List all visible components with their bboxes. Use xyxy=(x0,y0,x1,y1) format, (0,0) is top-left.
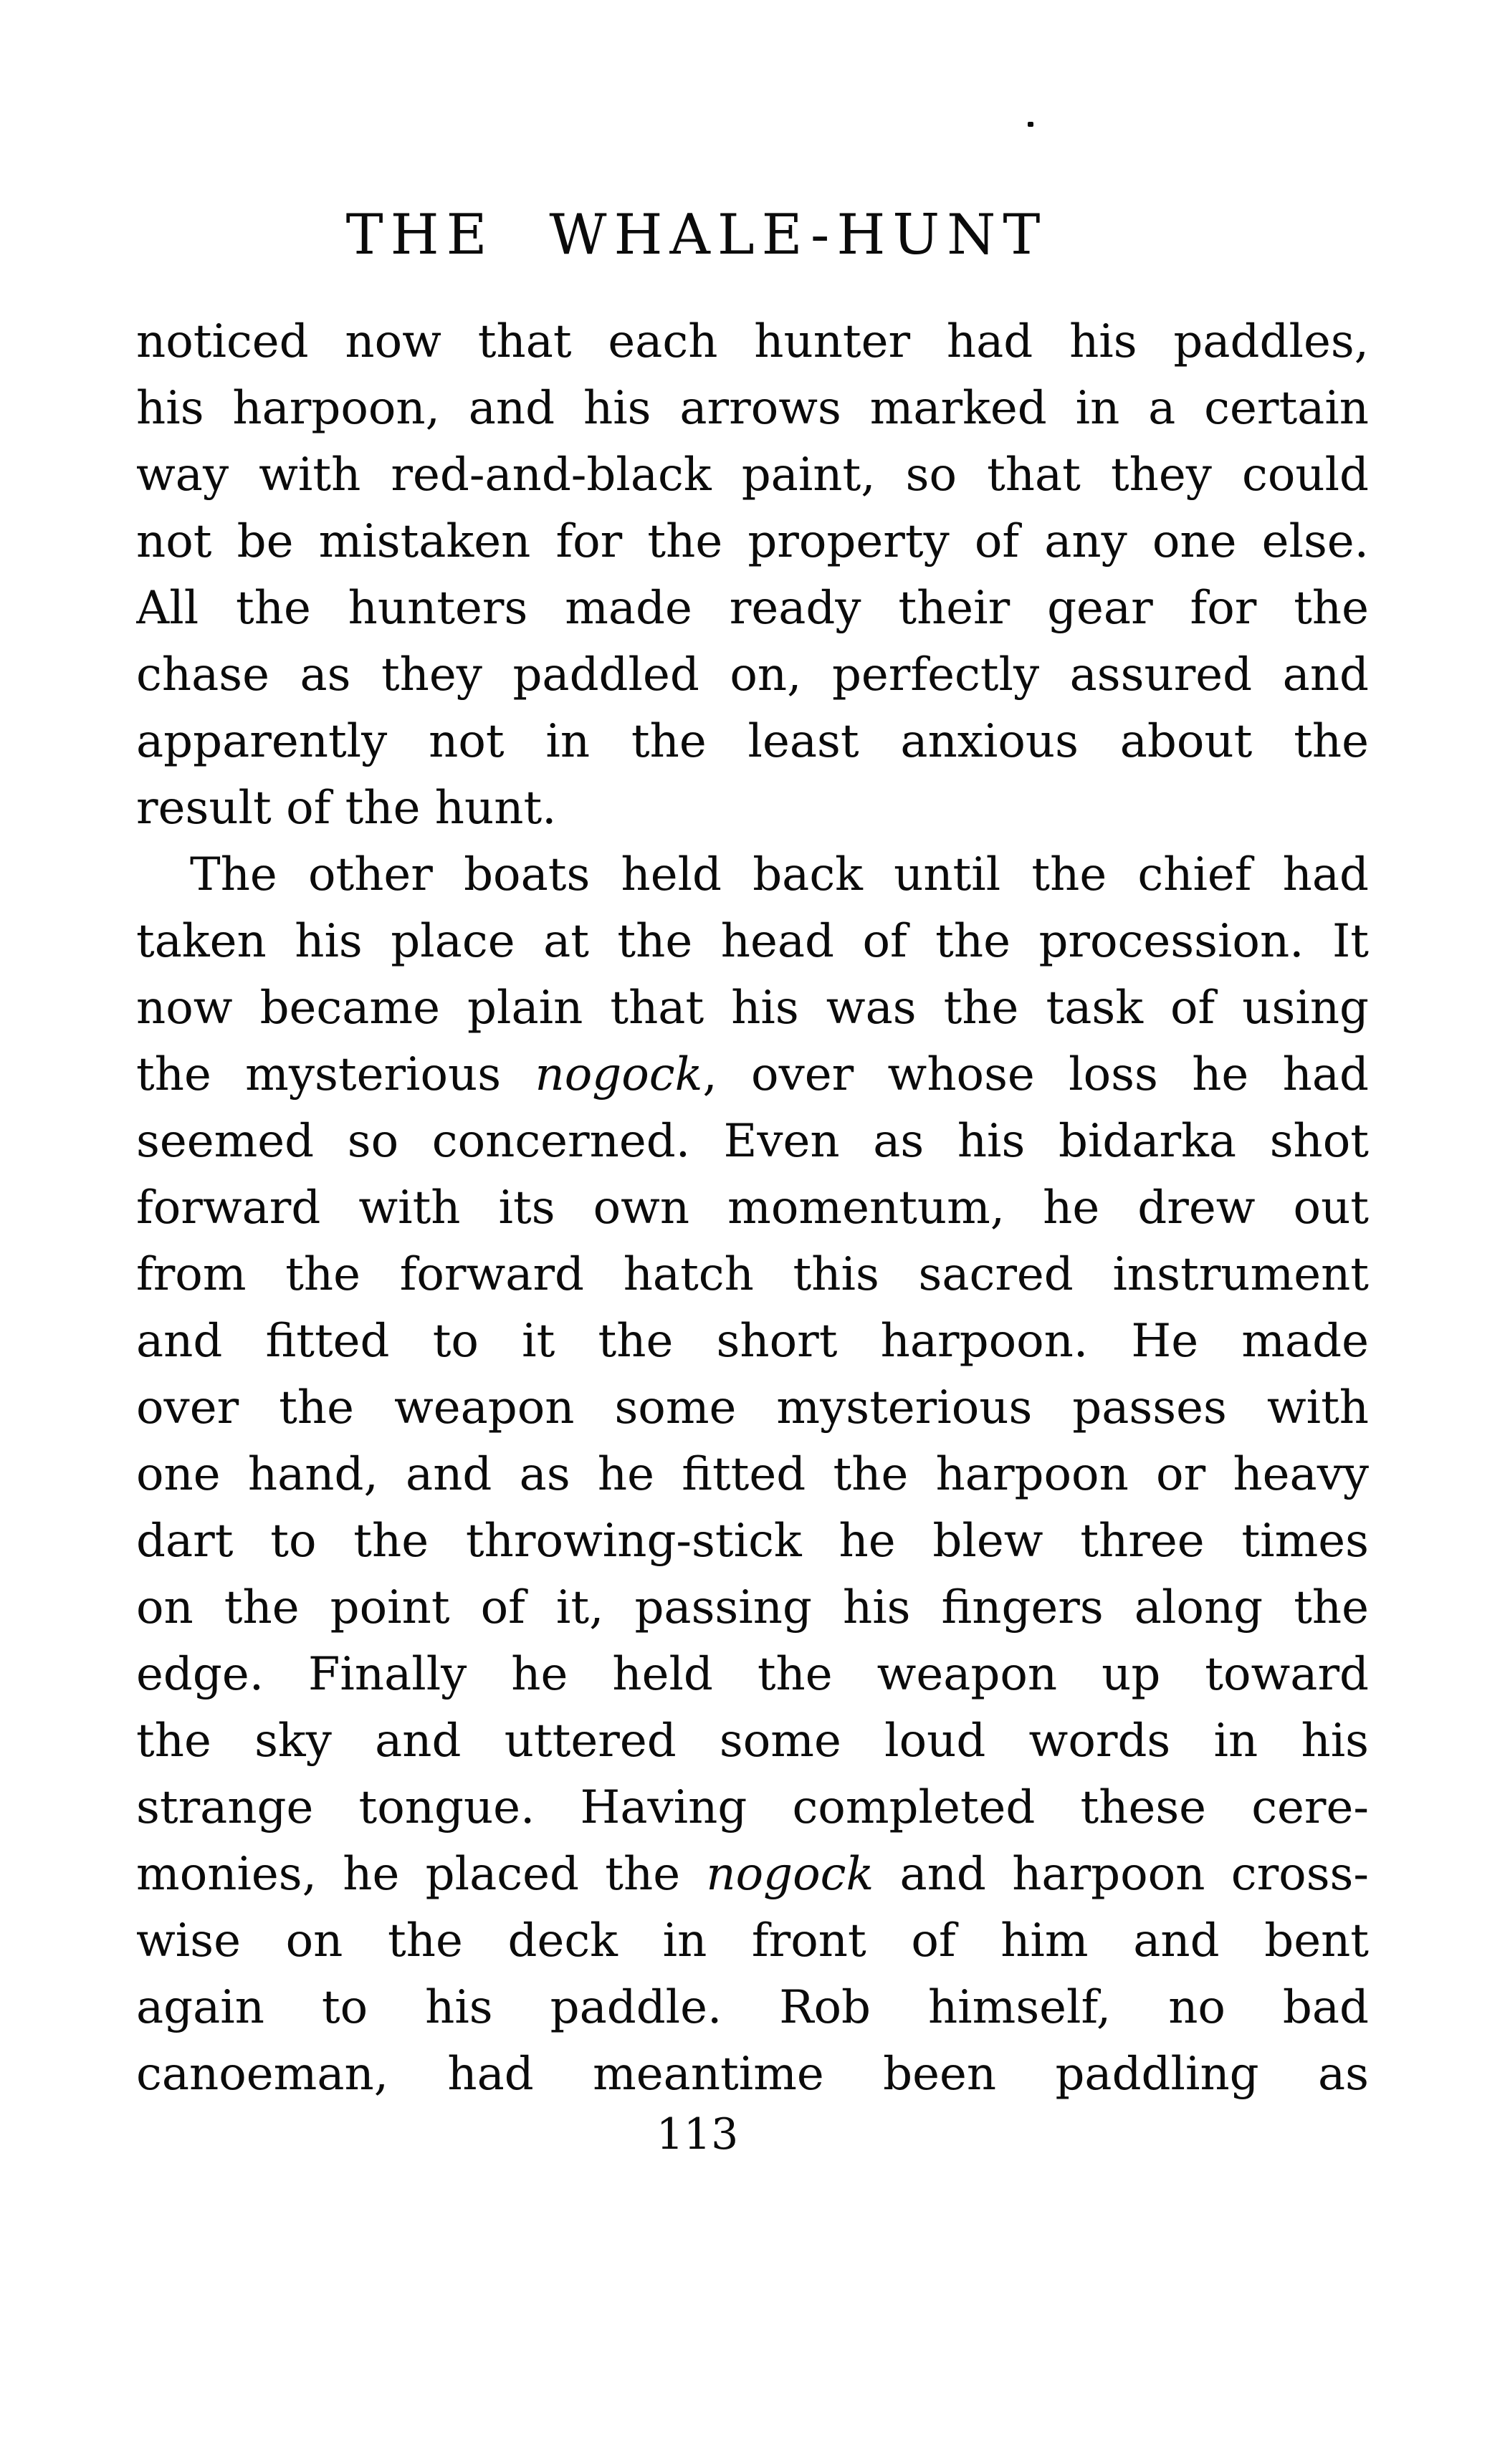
text-line xyxy=(136,1042,1369,1108)
text-segment: strange tongue. Having completed these cere- xyxy=(136,1781,1369,1834)
page-number: 113 xyxy=(656,2109,739,2159)
text-segment: the sky and uttered some loud words in his xyxy=(136,1715,1369,1768)
text-segment: now became plain that his was the task of using xyxy=(136,982,1369,1035)
text-segment: apparently not in the least anxious about the xyxy=(136,715,1369,768)
text-segment: again to his paddle. Rob himself, no bad xyxy=(136,1981,1369,2034)
text-line xyxy=(136,1242,1369,1308)
text-segment: and harpoon cross- xyxy=(874,1848,1369,1901)
italic-word: nogock xyxy=(535,1048,703,1101)
text-segment: taken his place at the head of the procession. It xyxy=(136,915,1369,968)
text-segment: edge. Finally he held the weapon up toward xyxy=(136,1648,1369,1701)
text-line xyxy=(136,1908,1369,1975)
text-segment: on the point of it, passing his fingers along the xyxy=(136,1581,1369,1634)
text-segment: over the weapon some mysterious passes with xyxy=(136,1381,1369,1434)
text-line xyxy=(136,1975,1369,2041)
text-line xyxy=(136,909,1369,975)
text-segment: way with red-and-black paint, so that they could xyxy=(136,449,1369,502)
text-line xyxy=(136,775,1369,842)
italic-word: nogock xyxy=(706,1848,874,1901)
text-line xyxy=(136,1375,1369,1442)
text-segment: noticed now that each hunter had his paddles, xyxy=(136,315,1369,368)
text-segment: monies, he placed the xyxy=(136,1848,707,1901)
text-segment: and fitted to it the short harpoon. He made xyxy=(136,1315,1369,1368)
text-segment: canoeman, had meantime been paddling as xyxy=(136,2048,1369,2101)
text-line xyxy=(136,709,1369,775)
text-segment: , over whose loss he had xyxy=(702,1048,1369,1101)
page-header-title: THE WHALE-HUNT xyxy=(345,203,1048,267)
text-segment: the mysterious xyxy=(136,1048,535,1101)
text-segment: wise on the deck in front of him and bent xyxy=(136,1914,1369,1967)
text-segment: forward with its own momentum, he drew out xyxy=(136,1181,1369,1235)
text-segment: The other boats held back until the chief had xyxy=(190,848,1369,901)
text-line xyxy=(136,1641,1369,1708)
text-line xyxy=(136,975,1369,1042)
text-line xyxy=(136,1708,1369,1775)
text-segment: dart to the throwing-stick he blew three times xyxy=(136,1515,1369,1568)
text-line xyxy=(136,842,1369,909)
text-segment: from the forward hatch this sacred instrument xyxy=(136,1248,1369,1301)
text-line xyxy=(136,1308,1369,1375)
body-text xyxy=(136,309,1369,2108)
text-segment: result of the hunt. xyxy=(136,782,557,835)
text-line xyxy=(136,1575,1369,1641)
text-line xyxy=(136,1508,1369,1575)
text-line xyxy=(136,642,1369,709)
text-segment: chase as they paddled on, perfectly assured and xyxy=(136,648,1369,701)
text-line xyxy=(136,2041,1369,2108)
text-line xyxy=(136,375,1369,442)
text-line xyxy=(136,1175,1369,1242)
text-line xyxy=(136,1775,1369,1841)
text-line xyxy=(136,1108,1369,1175)
ink-speck xyxy=(1028,122,1033,127)
text-line xyxy=(136,509,1369,575)
text-line xyxy=(136,309,1369,375)
text-line xyxy=(136,442,1369,509)
text-line xyxy=(136,1442,1369,1508)
text-segment: one hand, and as he fitted the harpoon or heavy xyxy=(136,1448,1369,1501)
text-line xyxy=(136,575,1369,642)
text-segment: All the hunters made ready their gear for the xyxy=(136,582,1369,635)
text-segment: not be mistaken for the property of any one else. xyxy=(136,515,1369,568)
text-line xyxy=(136,1841,1369,1908)
text-segment: his harpoon, and his arrows marked in a certain xyxy=(136,382,1369,435)
text-segment: seemed so concerned. Even as his bidarka shot xyxy=(136,1115,1369,1168)
